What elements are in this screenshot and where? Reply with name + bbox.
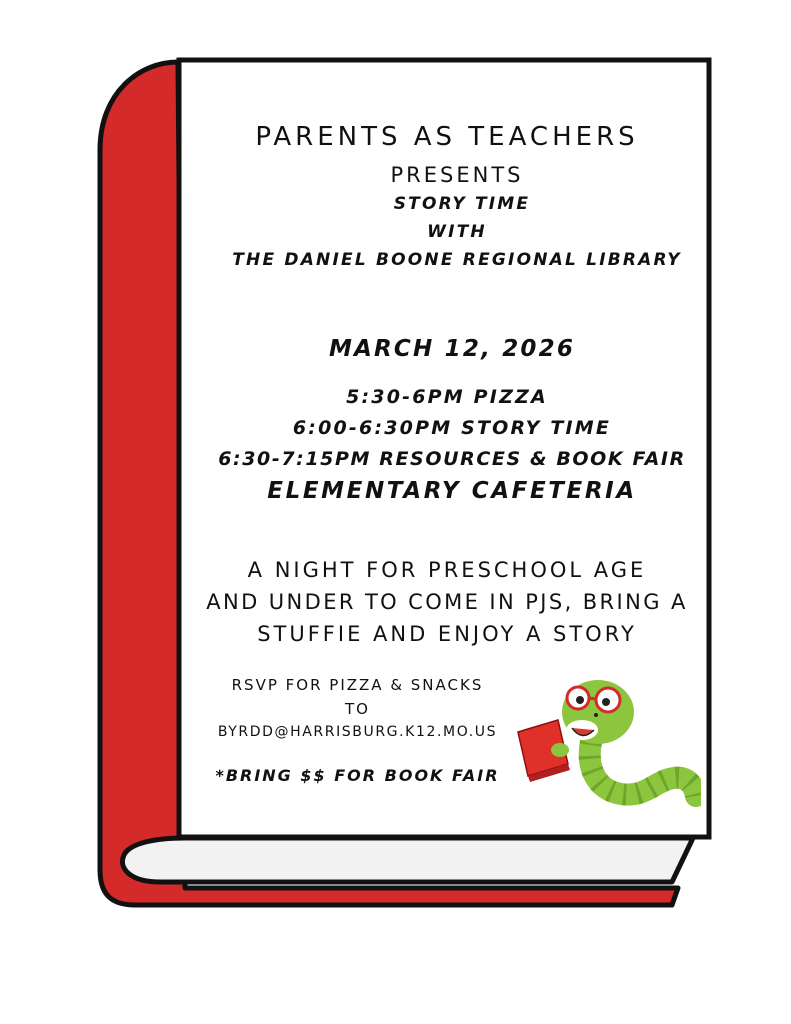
worm-head (562, 680, 634, 744)
bookworm-illustration (516, 672, 701, 810)
library-name: THE DANIEL BOONE REGIONAL LIBRARY (232, 250, 682, 270)
organization-heading: PARENTS AS TEACHERS (255, 122, 639, 152)
rsvp-email[interactable]: BYRDD@HARRISBURG.K12.MO.US (217, 724, 498, 740)
event-date: MARCH 12, 2026 (328, 336, 576, 362)
schedule-item: 6:30-7:15PM RESOURCES & BOOK FAIR (218, 448, 686, 470)
event-location: ELEMENTARY CAFETERIA (267, 478, 637, 504)
schedule-item: 6:00-6:30PM STORY TIME (292, 417, 612, 439)
rsvp-label: RSVP FOR PIZZA & SNACKS (231, 676, 484, 694)
schedule-item: 5:30-6PM PIZZA (346, 386, 548, 408)
description-line: A NIGHT FOR PRESCHOOL AGE (247, 558, 647, 582)
description-line: AND UNDER TO COME IN PJS, BRING A (206, 590, 688, 614)
book-fair-reminder: *BRING $$ FOR BOOK FAIR (215, 766, 500, 785)
worm-body (590, 742, 696, 796)
rsvp-to: TO (345, 700, 370, 718)
book-page-edge (123, 838, 694, 882)
presents-label: PRESENTS (390, 163, 524, 187)
description-line: STUFFIE AND ENJOY A STORY (257, 622, 637, 646)
event-with: WITH (427, 222, 487, 242)
event-title: STORY TIME (393, 194, 531, 214)
